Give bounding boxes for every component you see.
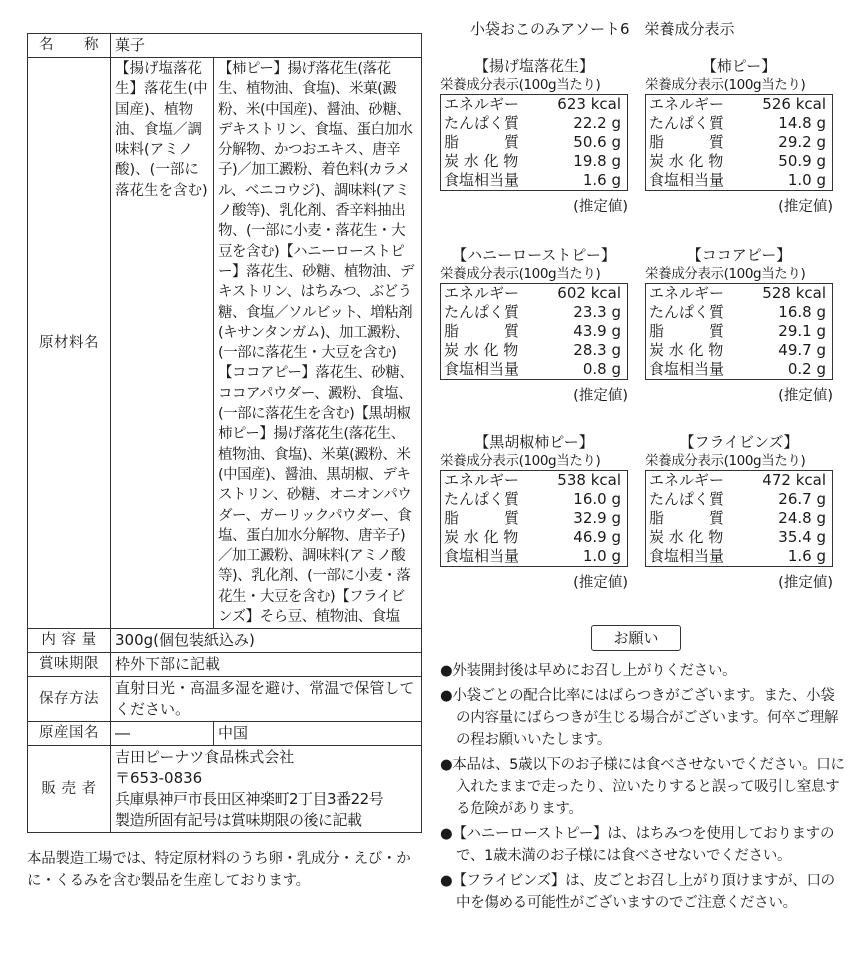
- nutrient-label: たんぱく質: [649, 303, 725, 321]
- nutrient-value: 24.8 g: [778, 509, 826, 527]
- nutrition-row: [646, 341, 833, 360]
- nutrient-value: 32.9 g: [573, 509, 621, 527]
- nutrient-label: エネルギー: [649, 471, 725, 489]
- nutrient-label: たんぱく質: [444, 303, 520, 321]
- nutrition-row: [646, 360, 833, 380]
- seller-label: 販 売 者: [28, 746, 111, 833]
- origin-row: [28, 722, 422, 746]
- nutrient-label: 脂 質: [649, 322, 725, 340]
- nutrient-label: エネルギー: [444, 95, 520, 113]
- storage-value: 直射日光・高温多湿を避け、常温で保管してください。: [111, 677, 422, 722]
- nutrition-box-name: 【ココアピー】: [686, 246, 792, 264]
- nutrition-row: [646, 152, 833, 171]
- estimate-note: (推定値): [573, 388, 628, 404]
- nutrition-box-subtitle: 栄養成分表示(100g当たり): [440, 266, 601, 282]
- nutrition-box: [645, 56, 833, 216]
- storage-label: 保存方法: [28, 677, 111, 722]
- nutrient-value: 14.8 g: [778, 114, 826, 132]
- seller-row: [28, 746, 422, 833]
- nutrition-box-name: 【揚げ塩落花生】: [473, 57, 594, 75]
- estimate-note: (推定値): [573, 575, 628, 591]
- nutrient-label: 脂 質: [649, 509, 725, 527]
- nutrient-value: 23.3 g: [573, 303, 621, 321]
- nutrient-value: 472 kcal: [762, 471, 826, 489]
- origin-value: 中国: [214, 722, 422, 746]
- nutrient-value: 1.0 g: [582, 547, 621, 565]
- nutrition-table: [440, 283, 628, 380]
- nutrient-value: 28.3 g: [573, 341, 621, 359]
- nutrient-label: たんぱく質: [649, 490, 725, 508]
- nutrition-box-name: 【黒胡椒柿ピー】: [474, 433, 594, 451]
- nutrient-value: 1.6 g: [582, 171, 621, 189]
- nutrient-label: エネルギー: [649, 95, 725, 113]
- nutrition-table: [645, 94, 833, 191]
- nutrient-label: 炭 水 化 物: [649, 341, 724, 359]
- nutrient-label: 食塩相当量: [649, 547, 725, 565]
- nutrition-row: [441, 509, 628, 528]
- nutrient-label: 炭 水 化 物: [444, 152, 519, 170]
- nutrient-value: 0.2 g: [787, 360, 826, 378]
- nutrient-label: 食塩相当量: [649, 360, 725, 378]
- origin-label: 原産国名: [28, 722, 111, 746]
- notice-item: ●【ハニーローストピー】は、はちみつを使用しておりますので、1歳未満のお子様には食べさせないでください。: [440, 826, 835, 864]
- name-value: 菓子: [111, 34, 422, 58]
- notice-item: ●【フライビンズ】は、皮ごとお召し上がり頂けますが、口の中を傷める可能性がございますのでご注意ください。: [440, 873, 835, 911]
- nutrient-value: 528 kcal: [762, 284, 826, 302]
- nutrition-table: [645, 470, 833, 567]
- nutrient-label: 炭 水 化 物: [649, 152, 724, 170]
- nutrition-table: [440, 470, 628, 567]
- nutrition-table: [645, 283, 833, 380]
- nutrient-value: 1.0 g: [787, 171, 826, 189]
- content-row: [28, 629, 422, 653]
- name-label: 名 称: [28, 34, 111, 58]
- nutrition-row: [441, 284, 628, 304]
- storage-row: [28, 677, 422, 722]
- nutrient-label: エネルギー: [444, 284, 520, 302]
- nutrient-value: 29.2 g: [778, 133, 826, 151]
- nutrient-value: 29.1 g: [778, 322, 826, 340]
- nutrition-row: [441, 322, 628, 341]
- raw-materials-row: [28, 58, 422, 629]
- raw-materials-left: 【揚げ塩落花生】落花生(中国産)、植物油、食塩／調味料(アミノ酸)、(一部に落花生を含む): [111, 58, 214, 629]
- nutrition-row: [646, 509, 833, 528]
- nutrition-box-subtitle: 栄養成分表示(100g当たり): [440, 453, 601, 469]
- nutrition-row: [646, 471, 833, 491]
- nutrition-box-subtitle: 栄養成分表示(100g当たり): [645, 266, 806, 282]
- expiry-label: 賞味期限: [28, 653, 111, 677]
- nutrient-value: 50.9 g: [778, 152, 826, 170]
- nutrient-label: 炭 水 化 物: [649, 528, 724, 546]
- notice-item: ●外装開封後は早めにお召し上がりください。: [440, 663, 737, 679]
- nutrient-label: 炭 水 化 物: [444, 528, 519, 546]
- nutrition-row: [646, 95, 833, 115]
- nutrient-value: 1.6 g: [787, 547, 826, 565]
- nutrient-label: 脂 質: [444, 322, 520, 340]
- nutrition-box: [440, 56, 628, 216]
- nutrient-value: 602 kcal: [557, 284, 621, 302]
- nutrient-label: たんぱく質: [444, 490, 520, 508]
- nutrition-row: [646, 114, 833, 133]
- raw-materials-label: 原材料名: [28, 58, 111, 629]
- nutrient-label: 脂 質: [444, 509, 520, 527]
- nutrient-value: 16.8 g: [778, 303, 826, 321]
- allergen-note: 本品製造工場では、特定原材料のうち卵・乳成分・えび・かに・くるみを含む製品を生産しております。: [27, 851, 411, 889]
- nutrition-row: [441, 303, 628, 322]
- expiry-row: [28, 653, 422, 677]
- nutrient-label: 脂 質: [649, 133, 725, 151]
- nutrition-row: [646, 490, 833, 509]
- name-row: [28, 34, 422, 58]
- nutrient-value: 0.8 g: [582, 360, 621, 378]
- product-info-table: [27, 33, 422, 833]
- nutrition-row: [441, 341, 628, 360]
- nutrient-value: 623 kcal: [557, 95, 621, 113]
- nutrient-value: 46.9 g: [573, 528, 621, 546]
- notice-item: ●小袋ごとの配合比率にはばらつきがございます。また、小袋の内容量にばらつきが生じる場合がございます。何卒ご理解の程お願いいたします。: [440, 688, 839, 748]
- nutrient-value: 538 kcal: [557, 471, 621, 489]
- nutrient-value: 49.7 g: [778, 341, 826, 359]
- nutrient-label: 食塩相当量: [444, 171, 520, 189]
- nutrition-box-subtitle: 栄養成分表示(100g当たり): [645, 453, 806, 469]
- nutrition-row: [646, 133, 833, 152]
- nutrient-label: 食塩相当量: [649, 171, 725, 189]
- nutrition-row: [646, 547, 833, 567]
- nutrient-label: 炭 水 化 物: [444, 341, 519, 359]
- nutrient-value: 19.8 g: [573, 152, 621, 170]
- nutrition-row: [441, 528, 628, 547]
- seller-company: 吉田ピーナツ食品株式会社: [115, 748, 295, 767]
- nutrient-value: 22.2 g: [573, 114, 621, 132]
- nutrition-row: [441, 114, 628, 133]
- nutrition-row: [441, 471, 628, 491]
- nutrition-row: [441, 152, 628, 171]
- nutrient-value: 26.7 g: [778, 490, 826, 508]
- nutrition-box: [440, 432, 628, 592]
- seller-address: 兵庫県神戸市長田区神楽町2丁目3番22号: [115, 790, 384, 809]
- nutrition-row: [646, 528, 833, 547]
- nutrient-value: 16.0 g: [573, 490, 621, 508]
- content-label: 内 容 量: [28, 629, 111, 653]
- nutrient-value: 526 kcal: [762, 95, 826, 113]
- estimate-note: (推定値): [778, 199, 833, 215]
- nutrient-label: たんぱく質: [649, 114, 725, 132]
- nutrition-box-name: 【柿ピー】: [701, 57, 777, 75]
- nutrition-box-name: 【フライビンズ】: [679, 433, 799, 451]
- nutrition-row: [441, 171, 628, 191]
- nutrient-value: 43.9 g: [573, 322, 621, 340]
- nutrition-box-subtitle: 栄養成分表示(100g当たり): [645, 77, 806, 93]
- origin-dash: ―: [111, 722, 214, 746]
- seller-info: [111, 746, 422, 833]
- seller-code: 製造所固有記号は賞味期限の後に記載: [115, 811, 362, 830]
- nutrient-value: 50.6 g: [573, 133, 621, 151]
- nutrition-row: [646, 171, 833, 191]
- notice-title: お願い: [591, 625, 681, 651]
- nutrient-label: エネルギー: [444, 471, 520, 489]
- nutrition-row: [441, 490, 628, 509]
- nutrition-title: 小袋おこのみアソート6 栄養成分表示: [470, 20, 735, 38]
- expiry-value: 枠外下部に記載: [111, 653, 422, 677]
- nutrient-label: たんぱく質: [444, 114, 520, 132]
- notice-list: [440, 660, 845, 917]
- seller-zip: 〒653-0836: [115, 769, 203, 788]
- nutrition-row: [441, 133, 628, 152]
- estimate-note: (推定値): [573, 199, 628, 215]
- nutrition-box-subtitle: 栄養成分表示(100g当たり): [440, 77, 601, 93]
- nutrient-label: エネルギー: [649, 284, 725, 302]
- nutrition-row: [646, 322, 833, 341]
- nutrition-box: [645, 245, 833, 405]
- notice-item: ●本品は、5歳以下のお子様には食べさせないでください。口に入れたままで走ったり、泣いたりすると誤って吸引し窒息する危険があります。: [440, 757, 845, 817]
- nutrition-box: [440, 245, 628, 405]
- nutrient-label: 食塩相当量: [444, 547, 520, 565]
- nutrient-label: 脂 質: [444, 133, 520, 151]
- nutrition-row: [441, 547, 628, 567]
- content-value: 300g(個包装紙込み): [111, 629, 422, 653]
- nutrient-value: 35.4 g: [778, 528, 826, 546]
- nutrition-box-name: 【ハニーローストピー】: [452, 246, 616, 264]
- estimate-note: (推定値): [778, 575, 833, 591]
- nutrition-box: [645, 432, 833, 592]
- nutrient-label: 食塩相当量: [444, 360, 520, 378]
- nutrition-row: [441, 95, 628, 115]
- estimate-note: (推定値): [778, 388, 833, 404]
- nutrition-table: [440, 94, 628, 191]
- nutrition-row: [646, 303, 833, 322]
- nutrition-row: [441, 360, 628, 380]
- nutrition-row: [646, 284, 833, 304]
- raw-materials-right: 【柿ピー】揚げ落花生(落花生、植物油、食塩)、米菓(澱粉、米(中国産)、醤油、砂糖、デキストリン、食塩、蛋白加水分解物、かつおエキス、唐辛子)／加工澱粉、着色料(カラメル、ベニコウジ)、調味料(アミノ酸等)、乳化剤、香辛料抽出物、(一部に小麦・落花生・大豆を含む)【ハニーローストピー】落花生、砂糖、植物油、デキストリン、はちみつ、ぶどう糖、食塩／ソルビット、増粘剤(キサンタンガム)、加工澱粉、(一部に落花生・大豆を含む)【ココアピー】落花生、砂糖、ココアパウダー、澱粉、食塩、(一部に落花生を含む)【黒胡椒柿ピー】揚げ落花生(落花生、植物油、食塩)、米菓(澱粉、米(中国産)、醤油、黒胡椒、デキストリン、砂糖、オニオンパウダー、ガーリックパウダー、食塩、蛋白加水分解物、唐辛子)／加工澱粉、調味料(アミノ酸等)、乳化剤、(一部に小麦・落花生・大豆を含む)【フライビンズ】そら豆、植物油、食塩: [214, 58, 422, 629]
